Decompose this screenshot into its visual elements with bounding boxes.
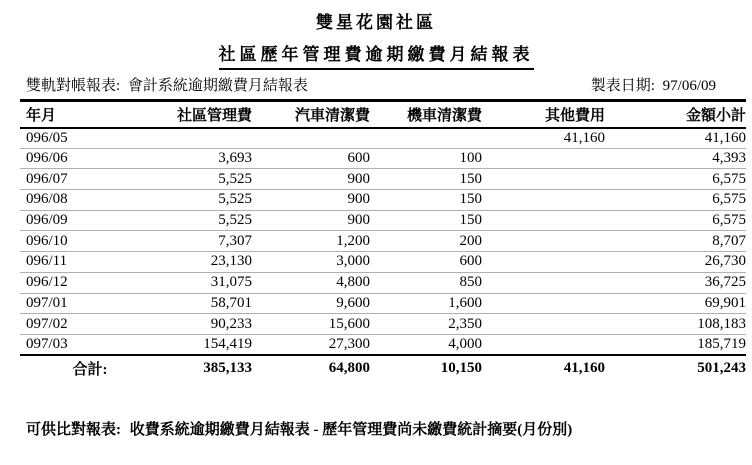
total-row bbox=[20, 355, 746, 380]
cell-amount bbox=[482, 252, 605, 273]
table-row bbox=[20, 148, 746, 169]
cell-amount: 200 bbox=[370, 231, 482, 252]
cell-amount: 23,130 bbox=[160, 252, 252, 273]
col-header: 機車清潔費 bbox=[406, 107, 482, 124]
cell-month: 096/08 bbox=[20, 190, 160, 211]
table-row bbox=[20, 128, 746, 149]
cell-amount: 900 bbox=[252, 169, 370, 190]
cell-amount bbox=[482, 210, 605, 231]
col-header: 年月 bbox=[26, 107, 57, 124]
cell-amount: 600 bbox=[370, 252, 482, 273]
cell-amount: 4,800 bbox=[252, 272, 370, 293]
cell-month: 097/03 bbox=[20, 334, 160, 355]
table-row bbox=[20, 252, 746, 273]
total-amount: 385,133 bbox=[203, 359, 252, 376]
cell-amount: 5,525 bbox=[160, 210, 252, 231]
table-row bbox=[20, 210, 746, 231]
table-header-row bbox=[20, 101, 746, 128]
table-row bbox=[20, 293, 746, 314]
meta-row bbox=[20, 76, 746, 96]
cell-amount: 26,730 bbox=[605, 252, 746, 273]
cell-amount: 600 bbox=[252, 148, 370, 169]
cell-amount: 4,393 bbox=[605, 148, 746, 169]
cell-amount: 154,419 bbox=[160, 334, 252, 355]
cell-amount: 69,901 bbox=[605, 293, 746, 314]
report-date-value: 97/06/09 bbox=[662, 78, 716, 94]
report-date-label: 製表日期: bbox=[590, 78, 655, 94]
cell-amount: 900 bbox=[252, 190, 370, 211]
cell-amount: 7,307 bbox=[160, 231, 252, 252]
cell-amount: 5,525 bbox=[160, 169, 252, 190]
cell-amount bbox=[370, 128, 482, 149]
table-header bbox=[20, 101, 746, 128]
report-title: 雙星花園社區 bbox=[316, 13, 436, 32]
table-row bbox=[20, 314, 746, 335]
table-row bbox=[20, 190, 746, 211]
cell-amount: 1,600 bbox=[370, 293, 482, 314]
cell-month: 096/10 bbox=[20, 231, 160, 252]
cell-amount bbox=[482, 190, 605, 211]
report-subtitle: 社區歷年管理費逾期繳費月結報表 bbox=[219, 43, 534, 70]
cell-month: 096/12 bbox=[20, 272, 160, 293]
table-row bbox=[20, 272, 746, 293]
footer-note bbox=[26, 420, 752, 440]
cell-amount: 31,075 bbox=[160, 272, 252, 293]
cell-amount: 5,525 bbox=[160, 190, 252, 211]
report-sheet bbox=[20, 76, 746, 380]
cell-amount: 108,183 bbox=[605, 314, 746, 335]
cell-amount: 1,200 bbox=[252, 231, 370, 252]
cell-month: 097/01 bbox=[20, 293, 160, 314]
cell-amount: 4,000 bbox=[370, 334, 482, 355]
total-amount: 41,160 bbox=[563, 359, 605, 376]
cell-month: 097/02 bbox=[20, 314, 160, 335]
table-body bbox=[20, 128, 746, 356]
table-row bbox=[20, 169, 746, 190]
cell-amount: 3,000 bbox=[252, 252, 370, 273]
cell-amount: 6,575 bbox=[605, 169, 746, 190]
fee-summary-table bbox=[20, 99, 746, 380]
col-header: 汽車清潔費 bbox=[294, 107, 370, 124]
total-amount: 64,800 bbox=[328, 359, 370, 376]
cell-amount bbox=[482, 272, 605, 293]
cell-month: 096/09 bbox=[20, 210, 160, 231]
cell-amount: 900 bbox=[252, 210, 370, 231]
total-amount: 501,243 bbox=[697, 359, 746, 376]
compare-report-value: 會計系統逾期繳費月結報表 bbox=[127, 78, 308, 94]
cell-amount: 36,725 bbox=[605, 272, 746, 293]
cell-amount: 6,575 bbox=[605, 210, 746, 231]
cell-month: 096/05 bbox=[26, 129, 68, 146]
cell-amount: 100 bbox=[370, 148, 482, 169]
cell-amount: 8,707 bbox=[605, 231, 746, 252]
col-header: 金額小計 bbox=[685, 107, 746, 124]
cell-amount: 41,160 bbox=[704, 129, 746, 146]
cell-amount bbox=[482, 169, 605, 190]
cell-amount bbox=[252, 128, 370, 149]
table-row bbox=[20, 231, 746, 252]
cell-amount: 41,160 bbox=[563, 129, 605, 146]
col-header: 社區管理費 bbox=[176, 107, 252, 124]
cell-amount bbox=[482, 334, 605, 355]
total-amount: 10,150 bbox=[440, 359, 482, 376]
col-header: 其他費用 bbox=[544, 107, 605, 124]
cell-amount bbox=[482, 293, 605, 314]
cell-amount: 850 bbox=[370, 272, 482, 293]
compare-report-label: 雙軌對帳報表: bbox=[26, 78, 121, 94]
cell-amount: 9,600 bbox=[252, 293, 370, 314]
cell-amount: 150 bbox=[370, 210, 482, 231]
cell-amount: 185,719 bbox=[605, 334, 746, 355]
table-row bbox=[20, 334, 746, 355]
cell-amount bbox=[160, 128, 252, 149]
table-footer bbox=[20, 355, 746, 380]
cell-amount: 150 bbox=[370, 169, 482, 190]
report-date-line bbox=[591, 76, 716, 96]
cell-amount: 90,233 bbox=[160, 314, 252, 335]
total-label: 合計: bbox=[72, 361, 108, 378]
cell-month: 096/07 bbox=[20, 169, 160, 190]
footer-note-value: 收費系統逾期繳費月結報表 - 歷年管理費尚未繳費統計摘要(月份別) bbox=[129, 422, 573, 439]
cell-amount: 3,693 bbox=[160, 148, 252, 169]
report-subtitle-wrap bbox=[0, 43, 752, 70]
cell-month: 096/11 bbox=[20, 252, 160, 273]
compare-report-line bbox=[26, 76, 312, 96]
cell-amount: 2,350 bbox=[370, 314, 482, 335]
cell-amount: 150 bbox=[370, 190, 482, 211]
footer-note-label: 可供比對報表: bbox=[26, 422, 121, 439]
cell-amount bbox=[482, 314, 605, 335]
cell-month: 096/06 bbox=[20, 148, 160, 169]
cell-amount: 6,575 bbox=[605, 190, 746, 211]
cell-amount: 15,600 bbox=[252, 314, 370, 335]
cell-amount bbox=[482, 231, 605, 252]
cell-amount bbox=[482, 148, 605, 169]
cell-amount: 58,701 bbox=[160, 293, 252, 314]
cell-amount: 27,300 bbox=[252, 334, 370, 355]
